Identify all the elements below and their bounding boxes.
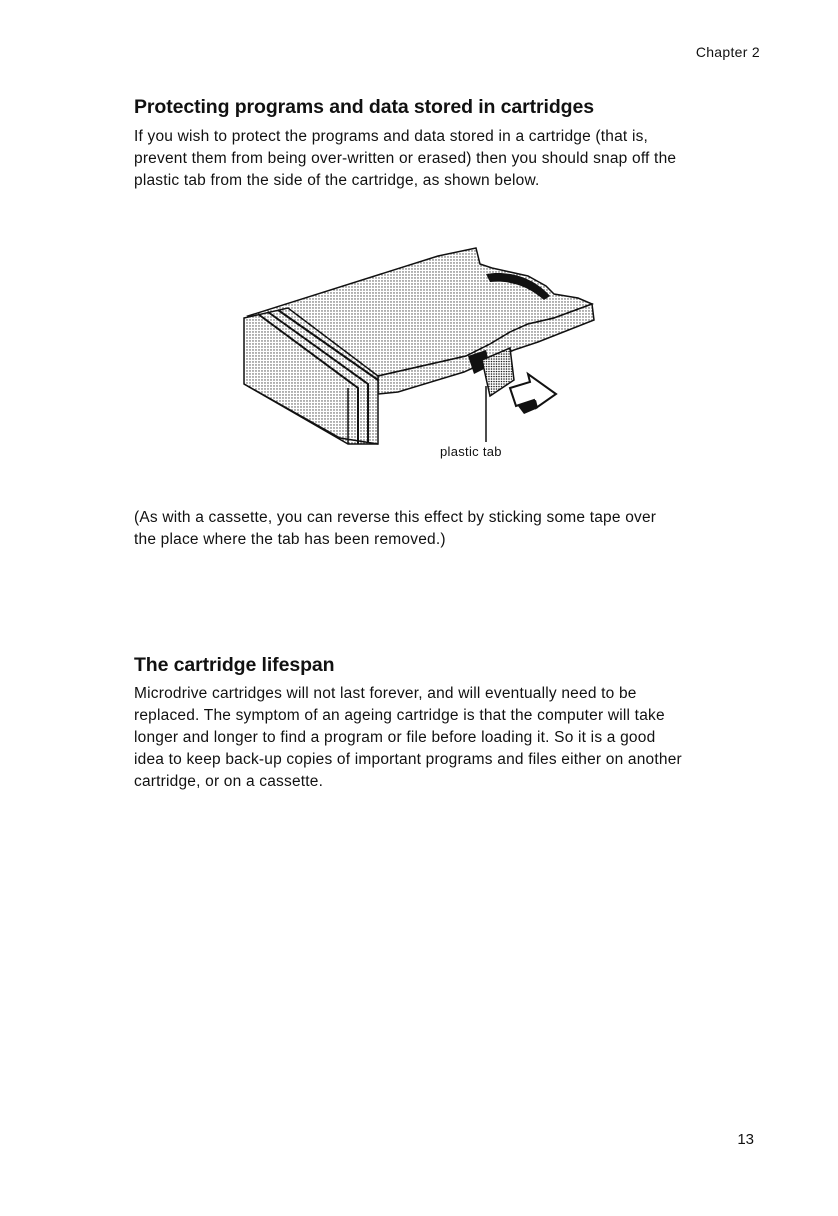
chapter-header: Chapter 2 <box>695 44 760 60</box>
section-heading-protecting: Protecting programs and data stored in cartridges <box>134 96 594 118</box>
cartridge-illustration <box>228 238 608 468</box>
paragraph-line: prevent them from being over-written or erased) then you should snap off the <box>134 150 677 167</box>
paragraph-line: the place where the tab has been removed.) <box>134 531 446 548</box>
lifespan-paragraph <box>134 683 774 793</box>
paragraph-line: (As with a cassette, you can reverse this effect by sticking some tape over <box>134 509 657 526</box>
paragraph-line: If you wish to protect the programs and data stored in a cartridge (that is, <box>134 128 649 145</box>
section-heading-lifespan: The cartridge lifespan <box>134 654 335 676</box>
paragraph-line: plastic tab from the side of the cartridge, as shown below. <box>134 172 540 189</box>
paragraph-line: longer and longer to find a program or file before loading it. So it is a good <box>134 729 656 746</box>
paragraph-line: Microdrive cartridges will not last forever, and will eventually need to be <box>134 685 637 702</box>
figure-caption: plastic tab <box>440 444 502 459</box>
page-number: 13 <box>737 1131 754 1148</box>
paragraph-line: cartridge, or on a cassette. <box>134 773 324 790</box>
note-paragraph <box>134 507 774 551</box>
paragraph-line: replaced. The symptom of an ageing cartridge is that the computer will take <box>134 707 665 724</box>
protecting-paragraph <box>134 126 774 192</box>
paragraph-line: idea to keep back-up copies of important programs and files either on another <box>134 751 682 768</box>
microdrive-cartridge-icon <box>228 238 608 468</box>
